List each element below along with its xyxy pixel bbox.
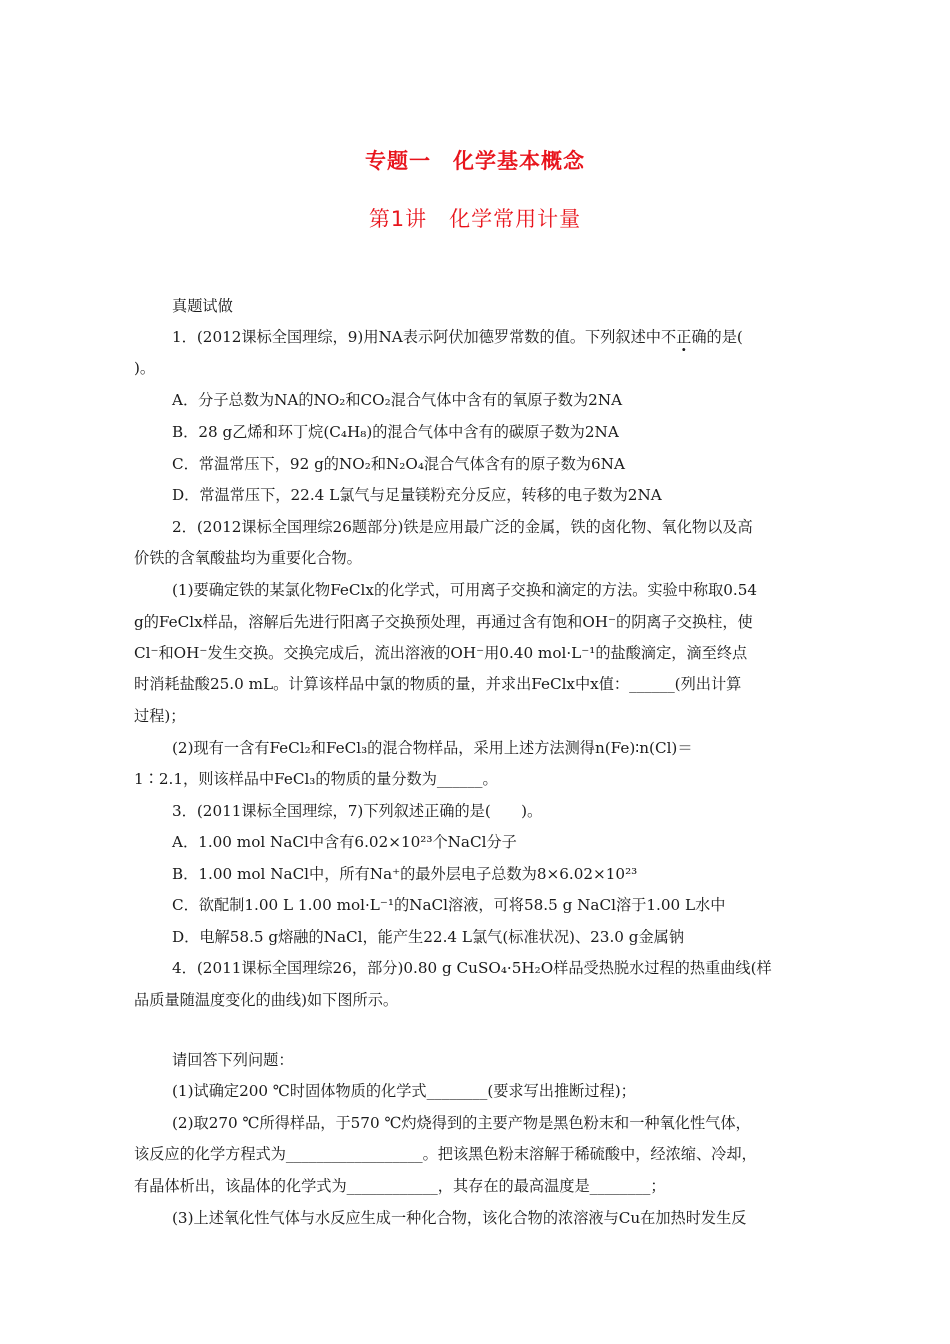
q2-stem-line2: 价铁的含氧酸盐均为重要化合物。	[134, 549, 362, 567]
q3-option-b: B．1.00 mol NaCl中，所有Na⁺的最外层电子总数为8×6.02×10²³	[172, 865, 638, 883]
q1-option-c: C．常温常压下，92 g的NO₂和N₂O₄混合气体含有的原子数为6NA	[172, 455, 625, 473]
q1-stem-text: 1．(2012课标全国理综，9)用NA表示阿伏加德罗常数的值。下列叙述中	[172, 328, 661, 346]
q2-part1-line5: 过程)；	[134, 707, 186, 725]
q2-stem-line1: 2．(2012课标全国理综26题部分)铁是应用最广泛的金属，铁的卤化物、氧化物以及高	[172, 518, 753, 536]
q1-stem-end: )。	[134, 359, 156, 377]
q3-stem: 3．(2011课标全国理综，7)下列叙述正确的是( )。	[172, 802, 543, 820]
q2-part1-line1: (1)要确定铁的某氯化物FeClx的化学式，可用离子交换和滴定的方法。实验中称取0.54	[172, 581, 758, 599]
q4-part3-line1: (3)上述氧化性气体与水反应生成一种化合物，该化合物的浓溶液与Cu在加热时发生反	[172, 1209, 747, 1227]
q3-option-d: D．电解58.5 g熔融的NaCl，能产生22.4 L氯气(标准状况)、23.0 g金属钠	[172, 928, 685, 946]
q1-option-b: B．28 g乙烯和环丁烷(C₄H₈)的混合气体中含有的碳原子数为2NA	[172, 423, 619, 441]
q1-option-d: D．常温常压下，22.4 L氯气与足量镁粉充分反应，转移的电子数为2NA	[172, 486, 662, 504]
q2-part1-line4: 时消耗盐酸25.0 mL。计算该样品中氯的物质的量，并求出FeClx中x值：______(列出计算	[134, 675, 742, 693]
q2-part2-line1: (2)现有一含有FeCl₂和FeCl₃的混合物样品，采用上述方法测得n(Fe)∶n(Cl)＝	[172, 739, 693, 757]
q4-part1: (1)试确定200 ℃时固体物质的化学式________(要求写出推断过程)；	[172, 1082, 636, 1100]
q4-stem-line1: 4．(2011课标全国理综26，部分)0.80 g CuSO₄·5H₂O样品受热脱水过程的热重曲线(样	[172, 959, 772, 977]
q4-part2-line2: 该反应的化学方程式为__________________。把该黑色粉末溶解于稀硫酸中，经浓缩、冷却，	[134, 1145, 757, 1163]
q2-part1-line2: g的FeClx样品，溶解后先进行阳离子交换预处理，再通过含有饱和OH⁻的阴离子交换柱，使	[134, 613, 753, 631]
q1-stem	[172, 327, 743, 347]
q2-part2-line2: 1∶2.1，则该样品中FeCl₃的物质的量分数为______。	[134, 770, 498, 788]
q1-emphasis: 不正确	[660, 328, 707, 346]
q4-prompt: 请回答下列问题：	[172, 1051, 294, 1069]
q1-option-a: A．分子总数为NA的NO₂和CO₂混合气体中含有的氧原子数为2NA	[172, 391, 623, 409]
q1-stem-tail: 的是(	[706, 328, 743, 346]
topic-title: 专题一 化学基本概念	[365, 149, 585, 173]
q2-part1-line3: Cl⁻和OH⁻发生交换。交换完成后，流出溶液的OH⁻用0.40 mol·L⁻¹的盐酸滴定，滴至终点	[134, 644, 748, 662]
section-label: 真题试做	[172, 297, 233, 315]
q4-part2-line1: (2)取270 ℃所得样品，于570 ℃灼烧得到的主要产物是黑色粉末和一种氧化性气体，	[172, 1114, 751, 1132]
q4-stem-line2: 品质量随温度变化的曲线)如下图所示。	[134, 991, 399, 1009]
q3-option-a: A．1.00 mol NaCl中含有6.02×10²³个NaCl分子	[172, 833, 517, 851]
lecture-title: 第1讲 化学常用计量	[368, 207, 582, 231]
q3-option-c: C．欲配制1.00 L 1.00 mol·L⁻¹的NaCl溶液，可将58.5 g NaCl溶于1.00 L水中	[172, 896, 726, 914]
q4-part2-line3: 有晶体析出，该晶体的化学式为____________，其存在的最高温度是________；	[134, 1177, 666, 1195]
